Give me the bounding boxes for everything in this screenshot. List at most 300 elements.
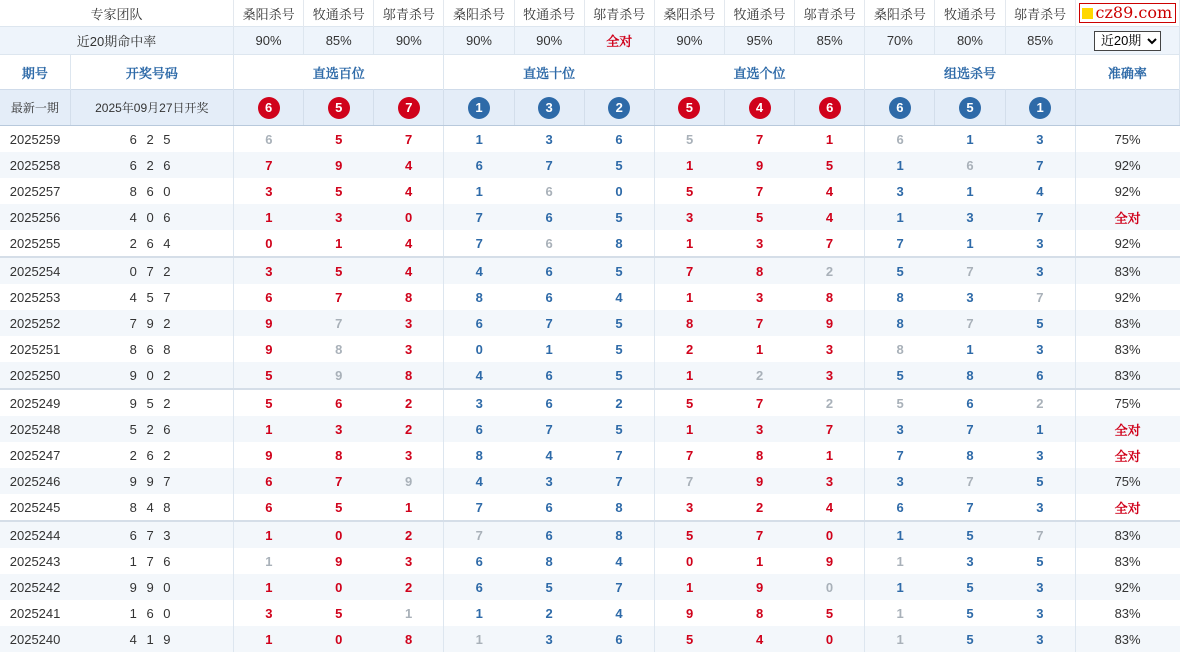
kill-number: 1 [654, 416, 724, 442]
row-draw-number: 9 9 7 [70, 468, 233, 494]
kill-number: 5 [935, 626, 1005, 652]
row-draw-number: 5 2 6 [70, 416, 233, 442]
table-row [0, 600, 1180, 626]
kill-number: 4 [584, 548, 654, 574]
hit-rate: 95% [724, 27, 794, 55]
kill-number: 6 [234, 468, 304, 494]
kill-number: 1 [234, 416, 304, 442]
kill-number: 1 [865, 152, 935, 178]
kill-number: 0 [795, 574, 865, 600]
kill-number: 5 [1005, 548, 1075, 574]
kill-number: 1 [444, 178, 514, 204]
kill-number: 9 [374, 468, 444, 494]
period-range-select[interactable] [1094, 31, 1161, 51]
kill-number: 0 [584, 178, 654, 204]
kill-number: 7 [865, 442, 935, 468]
kill-number: 6 [514, 230, 584, 257]
row-accuracy: 75% [1075, 126, 1179, 153]
row-period: 2025256 [0, 204, 70, 230]
kill-number: 6 [444, 310, 514, 336]
row-draw-number: 6 2 6 [70, 152, 233, 178]
kill-number: 5 [865, 362, 935, 389]
latest-accuracy [1075, 90, 1179, 126]
kill-number: 7 [724, 389, 794, 416]
row-accuracy: 83% [1075, 626, 1179, 652]
kill-number: 3 [514, 126, 584, 153]
kill-number: 3 [374, 548, 444, 574]
kill-number: 8 [654, 310, 724, 336]
kill-number: 5 [935, 574, 1005, 600]
kill-number: 3 [724, 284, 794, 310]
kill-number: 0 [234, 230, 304, 257]
col-group-units: 直选个位 [654, 55, 864, 90]
kill-number: 6 [514, 494, 584, 521]
kill-number: 7 [724, 521, 794, 548]
kill-number: 3 [234, 600, 304, 626]
kill-number: 4 [374, 257, 444, 284]
kill-number: 0 [444, 336, 514, 362]
col-group-combo: 组选杀号 [865, 55, 1075, 90]
row-period: 2025247 [0, 442, 70, 468]
kill-number: 4 [584, 284, 654, 310]
latest-ball: 6 [889, 97, 911, 119]
kill-number: 5 [654, 126, 724, 153]
hit-rate: 全对 [584, 27, 654, 55]
kill-number: 7 [584, 442, 654, 468]
hit-rate: 85% [1005, 27, 1075, 55]
kill-number: 5 [304, 178, 374, 204]
table-row [0, 126, 1180, 153]
kill-number: 7 [304, 310, 374, 336]
kill-number: 0 [304, 521, 374, 548]
kill-number: 4 [444, 468, 514, 494]
kill-number: 9 [304, 362, 374, 389]
kill-number: 1 [234, 574, 304, 600]
kill-number: 5 [1005, 310, 1075, 336]
kill-number: 6 [444, 416, 514, 442]
kill-number: 5 [654, 389, 724, 416]
table-row [0, 548, 1180, 574]
kill-number: 7 [514, 310, 584, 336]
kill-number: 5 [584, 310, 654, 336]
kill-number: 8 [514, 548, 584, 574]
row-accuracy: 92% [1075, 178, 1179, 204]
kill-number: 5 [654, 626, 724, 652]
kill-number: 7 [444, 521, 514, 548]
row-accuracy: 83% [1075, 362, 1179, 389]
row-accuracy: 全对 [1075, 416, 1179, 442]
col-draw: 开奖号码 [70, 55, 233, 90]
kill-number: 3 [374, 310, 444, 336]
hit-rate: 70% [865, 27, 935, 55]
kill-number: 5 [304, 126, 374, 153]
kill-number: 3 [865, 416, 935, 442]
kill-number: 8 [304, 336, 374, 362]
kill-number: 5 [584, 336, 654, 362]
row-accuracy: 83% [1075, 257, 1179, 284]
kill-number: 5 [514, 574, 584, 600]
table-row [0, 626, 1180, 652]
kill-number: 6 [584, 126, 654, 153]
kill-number: 0 [304, 626, 374, 652]
kill-number: 0 [795, 521, 865, 548]
history-rows [0, 126, 1180, 652]
kill-number: 6 [234, 284, 304, 310]
row-period: 2025258 [0, 152, 70, 178]
kill-number: 5 [935, 521, 1005, 548]
row-draw-number: 6 2 5 [70, 126, 233, 153]
expert-name: 牧通杀号 [724, 0, 794, 27]
kill-number: 1 [374, 600, 444, 626]
site-logo[interactable] [1079, 3, 1177, 23]
kill-number: 2 [584, 389, 654, 416]
row-draw-number: 0 7 2 [70, 257, 233, 284]
column-header-row [0, 55, 1180, 90]
kill-number: 5 [654, 521, 724, 548]
latest-ball: 6 [258, 97, 280, 119]
col-period: 期号 [0, 55, 70, 90]
kill-number: 3 [1005, 626, 1075, 652]
row-accuracy: 75% [1075, 389, 1179, 416]
expert-name: 邬青杀号 [1005, 0, 1075, 27]
kill-number: 5 [865, 257, 935, 284]
table-row [0, 336, 1180, 362]
table-row [0, 310, 1180, 336]
kill-number: 5 [935, 600, 1005, 626]
expert-name: 桑阳杀号 [865, 0, 935, 27]
kill-number: 8 [304, 442, 374, 468]
kill-number: 6 [935, 389, 1005, 416]
kill-number: 3 [865, 178, 935, 204]
kill-number: 4 [374, 152, 444, 178]
logo-cell [1075, 0, 1179, 27]
kill-number: 7 [935, 257, 1005, 284]
row-accuracy: 92% [1075, 284, 1179, 310]
kill-number: 1 [935, 178, 1005, 204]
kill-number: 4 [795, 494, 865, 521]
kill-number: 2 [724, 494, 794, 521]
kill-number: 7 [444, 230, 514, 257]
kill-number: 7 [1005, 152, 1075, 178]
kill-number: 8 [374, 284, 444, 310]
kill-number: 5 [865, 389, 935, 416]
col-group-tens: 直选十位 [444, 55, 654, 90]
kill-number: 6 [444, 548, 514, 574]
row-accuracy: 全对 [1075, 494, 1179, 521]
kill-number: 5 [234, 389, 304, 416]
kill-number: 7 [724, 126, 794, 153]
kill-number: 2 [724, 362, 794, 389]
kill-number: 1 [654, 362, 724, 389]
kill-number: 1 [234, 204, 304, 230]
latest-label: 最新一期 [0, 90, 70, 126]
kill-number: 8 [444, 442, 514, 468]
expert-name: 邬青杀号 [374, 0, 444, 27]
kill-number: 3 [374, 336, 444, 362]
kill-number: 3 [1005, 574, 1075, 600]
kill-number: 7 [514, 416, 584, 442]
row-draw-number: 6 7 3 [70, 521, 233, 548]
kill-number: 3 [304, 204, 374, 230]
row-draw-number: 8 6 0 [70, 178, 233, 204]
kill-number: 7 [654, 257, 724, 284]
kill-number: 7 [234, 152, 304, 178]
row-accuracy: 83% [1075, 600, 1179, 626]
kill-number: 3 [1005, 494, 1075, 521]
kill-number: 0 [795, 626, 865, 652]
kill-number: 7 [795, 416, 865, 442]
kill-number: 7 [935, 416, 1005, 442]
expert-name: 邬青杀号 [795, 0, 865, 27]
row-accuracy: 全对 [1075, 204, 1179, 230]
kill-number: 6 [584, 626, 654, 652]
kill-number: 1 [444, 600, 514, 626]
table-row [0, 178, 1180, 204]
kill-number: 3 [654, 204, 724, 230]
row-period: 2025244 [0, 521, 70, 548]
table-row [0, 230, 1180, 257]
row-period: 2025241 [0, 600, 70, 626]
latest-ball: 3 [538, 97, 560, 119]
latest-ball: 5 [678, 97, 700, 119]
row-period: 2025254 [0, 257, 70, 284]
table-row [0, 442, 1180, 468]
row-accuracy: 92% [1075, 574, 1179, 600]
kill-number: 3 [795, 362, 865, 389]
kill-number: 9 [304, 152, 374, 178]
kill-number: 5 [234, 362, 304, 389]
kill-number: 6 [514, 178, 584, 204]
kill-number: 4 [374, 230, 444, 257]
row-period: 2025249 [0, 389, 70, 416]
kill-number: 1 [444, 626, 514, 652]
table-row [0, 389, 1180, 416]
row-draw-number: 9 9 0 [70, 574, 233, 600]
kill-number: 3 [1005, 230, 1075, 257]
kill-number: 2 [1005, 389, 1075, 416]
kill-number: 3 [724, 416, 794, 442]
kill-number: 9 [234, 442, 304, 468]
kill-number: 3 [1005, 257, 1075, 284]
expert-name: 邬青杀号 [584, 0, 654, 27]
kill-number: 7 [1005, 521, 1075, 548]
hit-rate: 90% [514, 27, 584, 55]
kill-number: 6 [304, 389, 374, 416]
kill-number: 5 [584, 204, 654, 230]
kill-number: 0 [654, 548, 724, 574]
kill-number: 2 [374, 574, 444, 600]
kill-number: 9 [654, 600, 724, 626]
row-period: 2025257 [0, 178, 70, 204]
kill-number: 7 [935, 468, 1005, 494]
kill-number: 5 [304, 257, 374, 284]
row-accuracy: 83% [1075, 548, 1179, 574]
kill-number: 6 [444, 574, 514, 600]
row-draw-number: 8 6 8 [70, 336, 233, 362]
row-period: 2025240 [0, 626, 70, 652]
col-accuracy: 准确率 [1075, 55, 1179, 90]
kill-number: 8 [795, 284, 865, 310]
latest-ball: 1 [1029, 97, 1051, 119]
kill-number: 4 [795, 204, 865, 230]
kill-number: 9 [234, 310, 304, 336]
row-accuracy: 83% [1075, 310, 1179, 336]
kill-number: 6 [514, 389, 584, 416]
kill-number: 6 [234, 126, 304, 153]
kill-number: 1 [865, 548, 935, 574]
kill-number: 0 [304, 574, 374, 600]
kill-number: 7 [374, 126, 444, 153]
latest-ball: 1 [468, 97, 490, 119]
kill-number: 7 [654, 468, 724, 494]
row-period: 2025259 [0, 126, 70, 153]
kill-number: 6 [1005, 362, 1075, 389]
kill-number: 6 [514, 284, 584, 310]
kill-number: 9 [724, 152, 794, 178]
kill-number: 5 [795, 600, 865, 626]
kill-number: 3 [1005, 126, 1075, 153]
kill-number: 2 [374, 521, 444, 548]
kill-number: 6 [514, 204, 584, 230]
kill-number: 6 [514, 257, 584, 284]
row-period: 2025246 [0, 468, 70, 494]
row-draw-number: 2 6 2 [70, 442, 233, 468]
table-row [0, 574, 1180, 600]
kill-number: 3 [654, 494, 724, 521]
kill-number: 8 [584, 521, 654, 548]
kill-number: 9 [795, 548, 865, 574]
row-accuracy: 75% [1075, 468, 1179, 494]
table-row [0, 152, 1180, 178]
kill-number: 6 [234, 494, 304, 521]
logo-text: cz89.com [1096, 3, 1173, 22]
hit-rate-row [0, 27, 1180, 55]
table-row [0, 362, 1180, 389]
kill-number: 4 [514, 442, 584, 468]
kill-number: 8 [724, 257, 794, 284]
kill-number: 3 [234, 257, 304, 284]
table-row [0, 284, 1180, 310]
kill-number: 7 [304, 284, 374, 310]
kill-number: 3 [304, 416, 374, 442]
kill-number: 3 [935, 284, 1005, 310]
kill-number: 3 [935, 204, 1005, 230]
table-row [0, 494, 1180, 521]
kill-number: 7 [865, 230, 935, 257]
kill-number: 9 [304, 548, 374, 574]
latest-ball: 7 [398, 97, 420, 119]
kill-number: 7 [935, 310, 1005, 336]
expert-name: 牧通杀号 [514, 0, 584, 27]
kill-number: 1 [304, 230, 374, 257]
kill-number: 3 [234, 178, 304, 204]
kill-number: 5 [304, 494, 374, 521]
kill-number: 1 [654, 574, 724, 600]
kill-number: 8 [865, 284, 935, 310]
kill-number: 2 [514, 600, 584, 626]
hit-rate: 85% [795, 27, 865, 55]
row-accuracy: 83% [1075, 521, 1179, 548]
row-draw-number: 7 9 2 [70, 310, 233, 336]
kill-number: 8 [724, 600, 794, 626]
kill-number: 7 [1005, 204, 1075, 230]
table-row [0, 416, 1180, 442]
kill-number: 3 [1005, 442, 1075, 468]
kill-number: 1 [935, 126, 1005, 153]
row-period: 2025253 [0, 284, 70, 310]
row-draw-number: 9 5 2 [70, 389, 233, 416]
kill-number: 5 [654, 178, 724, 204]
latest-row [0, 90, 1180, 126]
kill-number: 3 [1005, 336, 1075, 362]
kill-number: 1 [865, 574, 935, 600]
row-accuracy: 92% [1075, 230, 1179, 257]
table-row [0, 204, 1180, 230]
kill-number: 1 [374, 494, 444, 521]
kill-number: 5 [724, 204, 794, 230]
row-accuracy: 92% [1075, 152, 1179, 178]
kill-number: 7 [795, 230, 865, 257]
row-draw-number: 1 6 0 [70, 600, 233, 626]
kill-number: 6 [514, 362, 584, 389]
row-period: 2025243 [0, 548, 70, 574]
row-period: 2025250 [0, 362, 70, 389]
row-period: 2025252 [0, 310, 70, 336]
kill-number: 1 [724, 336, 794, 362]
latest-date: 2025年09月27日开奖 [70, 90, 233, 126]
row-draw-number: 4 1 9 [70, 626, 233, 652]
kill-number: 1 [865, 600, 935, 626]
hit-rate: 85% [304, 27, 374, 55]
kill-number: 3 [514, 626, 584, 652]
kill-number: 5 [584, 362, 654, 389]
period-select-cell [1075, 27, 1179, 55]
kill-number: 1 [795, 126, 865, 153]
row-period: 2025255 [0, 230, 70, 257]
kill-number: 1 [234, 548, 304, 574]
kill-number: 4 [584, 600, 654, 626]
kill-number: 1 [234, 626, 304, 652]
kill-number: 9 [724, 574, 794, 600]
table-row [0, 257, 1180, 284]
kill-number: 9 [795, 310, 865, 336]
kill-number: 3 [374, 442, 444, 468]
kill-number: 8 [584, 230, 654, 257]
kill-number: 9 [234, 336, 304, 362]
kill-number: 5 [304, 600, 374, 626]
kill-number: 7 [584, 574, 654, 600]
expert-name: 牧通杀号 [304, 0, 374, 27]
row-period: 2025242 [0, 574, 70, 600]
row-draw-number: 4 0 6 [70, 204, 233, 230]
kill-number: 8 [935, 362, 1005, 389]
kill-number: 5 [584, 152, 654, 178]
hit-rate: 90% [374, 27, 444, 55]
kill-number: 4 [1005, 178, 1075, 204]
kill-number: 6 [865, 126, 935, 153]
row-period: 2025251 [0, 336, 70, 362]
kill-number: 5 [795, 152, 865, 178]
row-period: 2025248 [0, 416, 70, 442]
kill-number: 1 [654, 152, 724, 178]
kill-number: 3 [935, 548, 1005, 574]
latest-ball: 2 [608, 97, 630, 119]
kill-number: 3 [444, 389, 514, 416]
kill-number: 3 [865, 468, 935, 494]
hit-rate: 90% [444, 27, 514, 55]
kill-number: 8 [374, 626, 444, 652]
kill-number: 3 [514, 468, 584, 494]
